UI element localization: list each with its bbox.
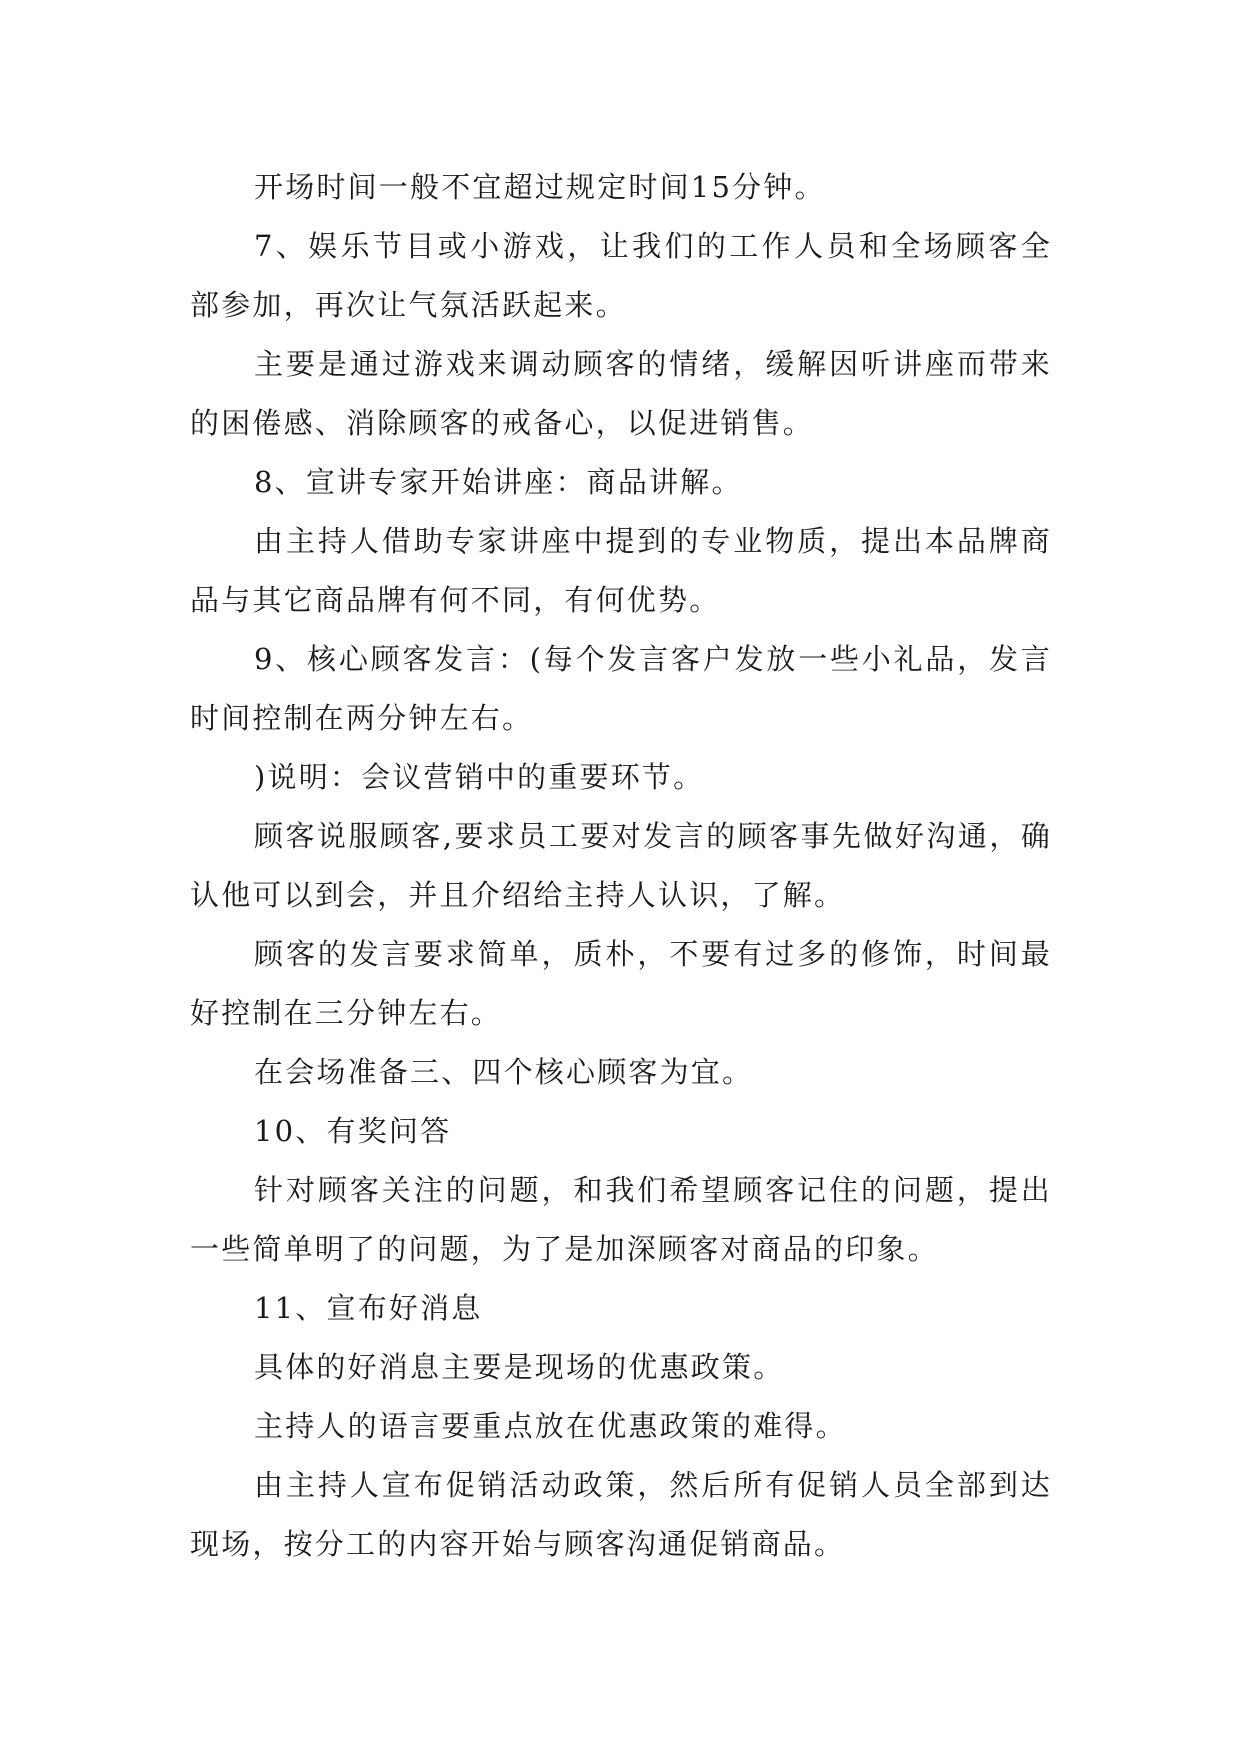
paragraph: 10、有奖问答 [254, 1114, 452, 1148]
paragraph: 针对顾客关注的问题，和我们希望顾客记住的问题，提出一些简单明了的问题，为了是加深顾客对商品的印象。 [190, 1173, 1052, 1266]
paragraph: 具体的好消息主要是现场的优惠政策。 [254, 1350, 785, 1384]
paragraph: 顾客的发言要求简单，质朴，不要有过多的修饰，时间最好控制在三分钟左右。 [190, 937, 1052, 1030]
paragraph: 11、宣布好消息 [254, 1291, 483, 1325]
paragraph: 9、核心顾客发言：(每个发言客户发放一些小礼品，发言时间控制在两分钟左右。 [190, 642, 1052, 735]
paragraph: 7、娱乐节目或小游戏，让我们的工作人员和全场顾客全部参加，再次让气氛活跃起来。 [190, 229, 1052, 322]
paragraph: 在会场准备三、四个核心顾客为宜。 [254, 1055, 754, 1089]
paragraph: 8、宣讲专家开始讲座：商品讲解。 [254, 465, 743, 499]
paragraph: 主持人的语言要重点放在优惠政策的难得。 [254, 1409, 847, 1443]
paragraph: )说明：会议营销中的重要环节。 [254, 760, 705, 794]
paragraph: 主要是通过游戏来调动顾客的情绪，缓解因听讲座而带来的困倦感、消除顾客的戒备心，以促进销售。 [190, 347, 1052, 440]
paragraph: 顾客说服顾客,要求员工要对发言的顾客事先做好沟通，确认他可以到会，并且介绍给主持人认识，了解。 [190, 819, 1052, 912]
paragraph: 由主持人借助专家讲座中提到的专业物质，提出本品牌商品与其它商品牌有何不同，有何优势。 [190, 524, 1052, 617]
document-body [190, 158, 1052, 1574]
paragraph: 开场时间一般不宜超过规定时间15分钟。 [254, 170, 826, 204]
paragraph: 由主持人宣布促销活动政策，然后所有促销人员全部到达现场，按分工的内容开始与顾客沟通促销商品。 [190, 1468, 1052, 1561]
